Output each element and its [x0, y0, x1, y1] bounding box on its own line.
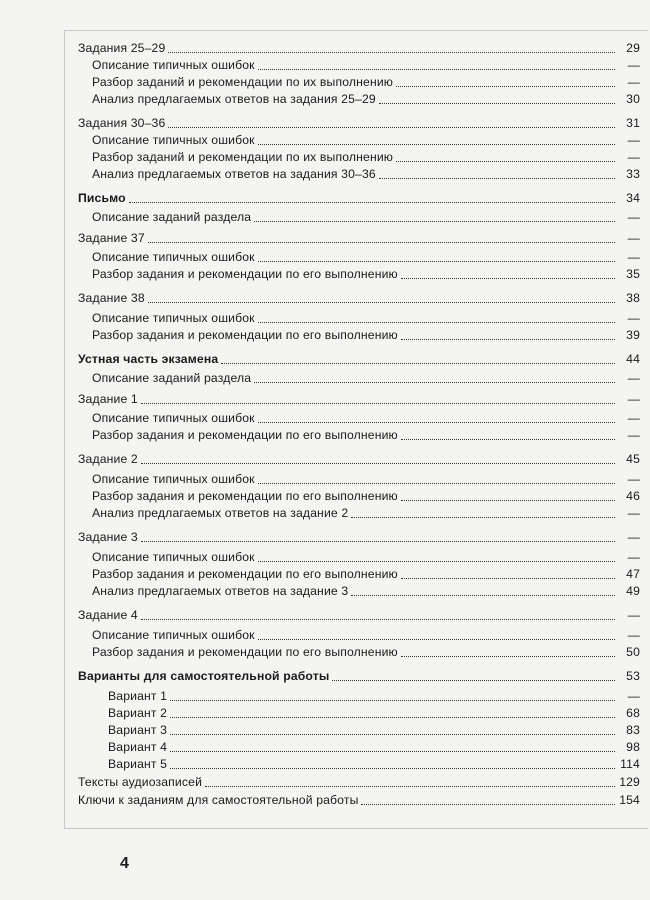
dot-leader [141, 540, 615, 542]
dot-leader [141, 618, 615, 620]
dot-leader [361, 803, 615, 805]
toc-subentry [78, 547, 640, 565]
dot-leader [168, 126, 615, 128]
toc-entry-title: Задание 4 [78, 608, 138, 622]
dot-leader [170, 716, 615, 718]
dot-leader [129, 201, 615, 203]
toc-subentry [78, 503, 640, 521]
dot-leader [379, 102, 615, 104]
toc-entry-page: 114 [620, 757, 640, 771]
toc-section-entry [78, 772, 640, 790]
toc-section-entry [78, 228, 640, 246]
dot-leader [258, 321, 615, 323]
toc-entry-page: 33 [626, 167, 640, 181]
toc-entry-title: Вариант 2 [108, 706, 168, 720]
toc-entry-page: — [627, 210, 640, 224]
toc-entry-page: 49 [626, 584, 640, 598]
toc-section-entry [78, 389, 640, 407]
dot-leader [351, 594, 615, 596]
toc-entry-title: Описание типичных ошибок [92, 472, 255, 486]
toc-entry-title: Задания 30–36 [78, 116, 166, 130]
toc-entry-page: — [627, 472, 640, 486]
toc-section-entry [78, 790, 640, 808]
toc-subentry [78, 737, 640, 755]
dot-leader [332, 679, 615, 681]
toc-entry-title: Разбор задания и рекомендации по его выполнению [92, 428, 398, 442]
toc-entry-title: Разбор задания и рекомендации по его выполнению [92, 328, 398, 342]
toc-subentry [78, 325, 640, 343]
toc-entry-title: Ключи к заданиям для самостоятельной работы [78, 793, 359, 807]
toc-entry-page: 35 [626, 267, 640, 281]
toc-subentry [78, 625, 640, 643]
toc-subentry [78, 408, 640, 426]
toc-subentry [78, 469, 640, 487]
toc-subentry [78, 754, 640, 772]
toc-section-entry [78, 449, 640, 467]
dot-leader [258, 421, 615, 423]
toc-entry-title: Разбор заданий и рекомендации по их выполнению [92, 150, 394, 164]
toc-subentry [78, 164, 640, 182]
toc-entry-page: 98 [626, 740, 640, 754]
toc-entry-title: Письмо [78, 191, 126, 205]
toc-subentry [78, 264, 640, 282]
toc-section-entry [78, 38, 640, 56]
toc-entry-title: Задания 25–29 [78, 41, 166, 55]
dot-leader [396, 85, 615, 87]
toc-entry-title: Задание 37 [78, 231, 145, 245]
dot-leader [258, 560, 615, 562]
dot-leader [254, 220, 615, 222]
dot-leader [401, 499, 615, 501]
dot-leader [401, 338, 615, 340]
toc-entry-title: Задание 3 [78, 530, 138, 544]
toc-entry-page: — [627, 392, 640, 406]
toc-section-entry [78, 527, 640, 545]
toc-entry-page: 50 [626, 645, 640, 659]
toc-entry-page: 83 [626, 723, 640, 737]
toc-entry-title: Вариант 5 [108, 757, 168, 771]
toc-entry-page: 44 [626, 352, 640, 366]
toc-entry-page: — [627, 628, 640, 642]
toc-entry-page: 154 [619, 793, 640, 807]
toc-subentry [78, 720, 640, 738]
toc-entry-title: Вариант 3 [108, 723, 168, 737]
toc-entry-title: Разбор задания и рекомендации по его выполнению [92, 489, 398, 503]
toc-section-entry [78, 349, 640, 367]
toc-subentry [78, 89, 640, 107]
dot-leader [258, 143, 615, 145]
dot-leader [351, 516, 615, 518]
toc-entry-page: 29 [626, 41, 640, 55]
toc-subentry [78, 703, 640, 721]
dot-leader [148, 301, 615, 303]
toc-entry-title: Описание заданий раздела [92, 371, 252, 385]
toc-entry-page: 34 [626, 191, 640, 205]
dot-leader [170, 750, 615, 752]
toc-entry-title: Описание типичных ошибок [92, 58, 255, 72]
toc-subentry [78, 425, 640, 443]
toc-entry-page: — [627, 411, 640, 425]
toc-subentry [78, 564, 640, 582]
toc-entry-page: — [627, 506, 640, 520]
toc-entry-title: Тексты аудиозаписей [78, 775, 203, 789]
dot-leader [141, 462, 615, 464]
toc-subentry [78, 308, 640, 326]
toc-section-entry [78, 666, 640, 684]
toc-entry-page: — [627, 608, 640, 622]
toc-entry-title: Описание типичных ошибок [92, 411, 255, 425]
toc-section-entry [78, 188, 640, 206]
toc-entry-page: 53 [626, 669, 640, 683]
toc-subentry [78, 486, 640, 504]
toc-entry-title: Задание 38 [78, 291, 145, 305]
dot-leader [170, 733, 615, 735]
toc-entry-title: Задание 1 [78, 392, 138, 406]
toc-entry-page: 39 [626, 328, 640, 342]
toc-subentry [78, 207, 640, 225]
dot-leader [258, 482, 615, 484]
toc-entry-title: Анализ предлагаемых ответов на задание 2 [92, 506, 349, 520]
toc-entry-title: Анализ предлагаемых ответов на задание 3 [92, 584, 349, 598]
toc-subentry [78, 686, 640, 704]
toc-entry-title: Разбор заданий и рекомендации по их выполнению [92, 75, 394, 89]
toc-entry-title: Разбор задания и рекомендации по его выполнению [92, 267, 398, 281]
page-number: 4 [120, 855, 129, 872]
dot-leader [401, 655, 615, 657]
toc-entry-page: 46 [626, 489, 640, 503]
toc-entry-title: Описание заданий раздела [92, 210, 252, 224]
toc-subentry [78, 147, 640, 165]
dot-leader [170, 699, 615, 701]
dot-leader [401, 277, 615, 279]
dot-leader [396, 160, 615, 162]
toc-entry-page: — [627, 150, 640, 164]
toc-subentry [78, 368, 640, 386]
toc-entry-page: — [627, 530, 640, 544]
toc-entry-page: — [627, 133, 640, 147]
toc-entry-page: 45 [626, 452, 640, 466]
toc-entry-title: Варианты для самостоятельной работы [78, 669, 330, 683]
toc-entry-title: Описание типичных ошибок [92, 628, 255, 642]
dot-leader [401, 577, 615, 579]
toc-subentry [78, 581, 640, 599]
dot-leader [258, 638, 615, 640]
toc-entry-title: Вариант 1 [108, 689, 168, 703]
toc-entry-page: 31 [626, 116, 640, 130]
toc-entry-title: Описание типичных ошибок [92, 550, 255, 564]
dot-leader [401, 438, 615, 440]
toc-entry-title: Вариант 4 [108, 740, 168, 754]
toc-entry-page: — [627, 311, 640, 325]
dot-leader [258, 68, 615, 70]
dot-leader [205, 785, 615, 787]
toc-subentry [78, 130, 640, 148]
toc-entry-page: 38 [626, 291, 640, 305]
dot-leader [141, 402, 615, 404]
toc-entry-title: Описание типичных ошибок [92, 133, 255, 147]
toc-entry-title: Устная часть экзамена [78, 352, 219, 366]
toc-subentry [78, 247, 640, 265]
dot-leader [168, 51, 615, 53]
toc-entry-title: Анализ предлагаемых ответов на задания 25–29 [92, 92, 376, 106]
toc-entry-page: 30 [626, 92, 640, 106]
toc-entry-page: — [627, 689, 640, 703]
toc-entry-title: Описание типичных ошибок [92, 311, 255, 325]
toc-entry-title: Описание типичных ошибок [92, 250, 255, 264]
toc-entry-title: Разбор задания и рекомендации по его выполнению [92, 645, 398, 659]
dot-leader [148, 241, 615, 243]
toc-entry-page: — [627, 231, 640, 245]
toc-section-entry [78, 605, 640, 623]
toc-subentry [78, 642, 640, 660]
toc-section-entry [78, 113, 640, 131]
toc-entry-page: — [627, 58, 640, 72]
toc-entry-title: Разбор задания и рекомендации по его выполнению [92, 567, 398, 581]
toc-entry-page: 68 [626, 706, 640, 720]
toc-entry-page: — [627, 428, 640, 442]
dot-leader [221, 362, 615, 364]
toc-subentry [78, 72, 640, 90]
dot-leader [254, 381, 615, 383]
toc-section-entry [78, 288, 640, 306]
toc-entry-page: — [627, 75, 640, 89]
dot-leader [170, 767, 615, 769]
toc-entry-title: Анализ предлагаемых ответов на задания 30–36 [92, 167, 376, 181]
toc-entry-page: — [627, 371, 640, 385]
dot-leader [379, 177, 615, 179]
toc-entry-page: — [627, 550, 640, 564]
toc-entry-title: Задание 2 [78, 452, 138, 466]
dot-leader [258, 260, 615, 262]
toc-entry-page: — [627, 250, 640, 264]
toc-entry-page: 129 [619, 775, 640, 789]
toc-entry-page: 47 [626, 567, 640, 581]
toc-subentry [78, 55, 640, 73]
